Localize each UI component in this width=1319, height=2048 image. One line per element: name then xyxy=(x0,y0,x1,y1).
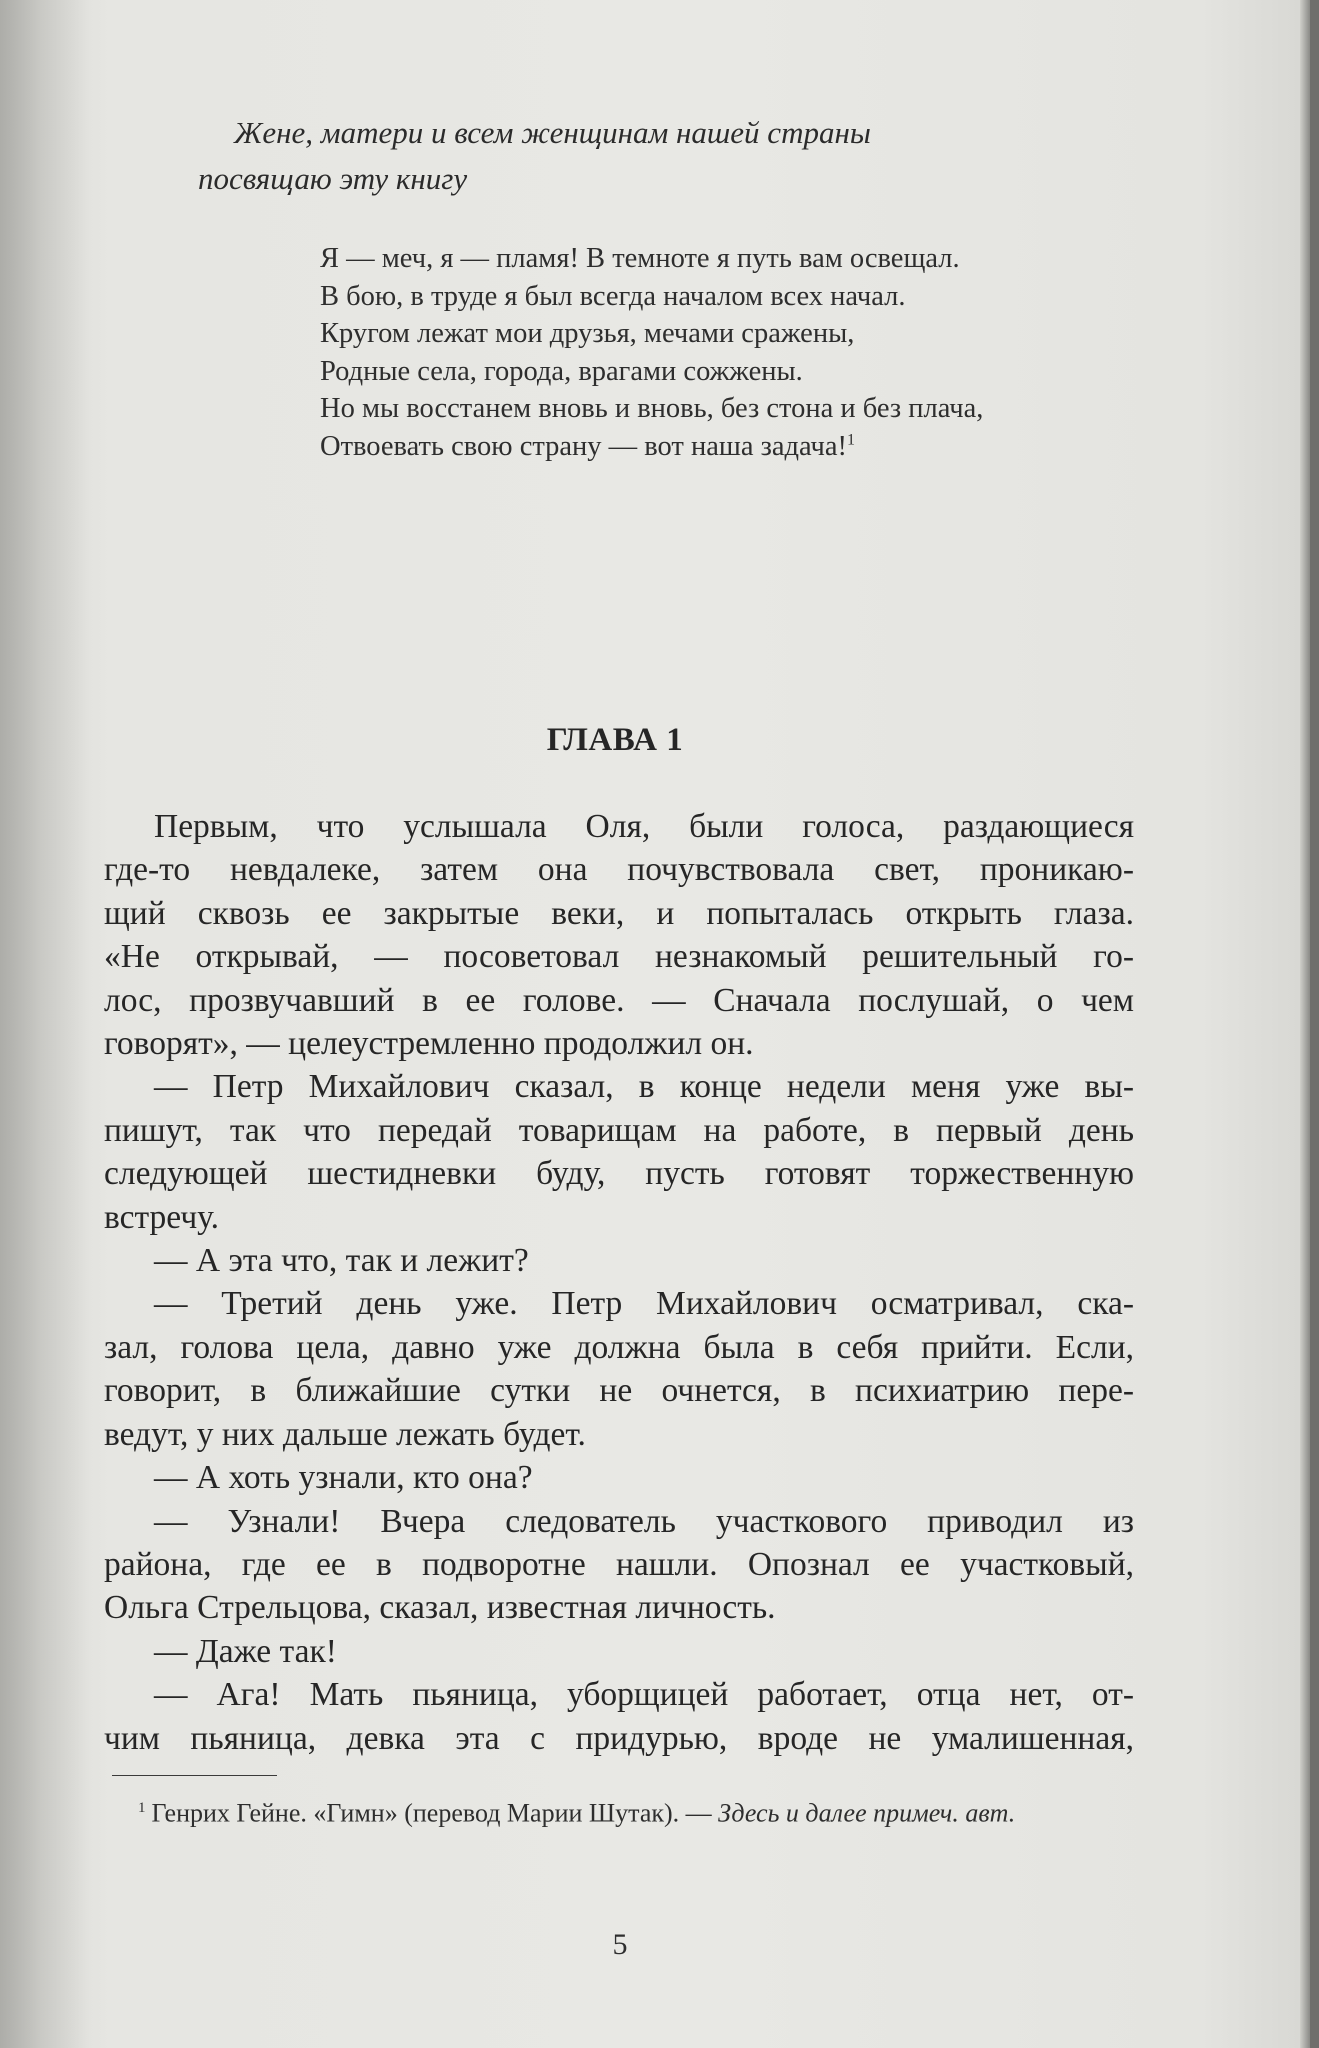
body-line: «Не открывай, — посоветовал незнакомый решительный го- xyxy=(104,938,1134,976)
body-line: лос, прозвучавший в ее голове. — Сначала послушай, о чем xyxy=(104,981,1134,1019)
footnote-number: 1 xyxy=(138,1800,146,1816)
poem-line: В бою, в труде я был всегда началом всех начал. xyxy=(320,280,906,312)
body-line: — Узнали! Вчера следователь участкового приводил из xyxy=(154,1502,1134,1540)
body-line: Ольга Стрельцова, сказал, известная личность. xyxy=(104,1589,776,1627)
body-line: зал, голова цела, давно уже должна была в себя прийти. Если, xyxy=(104,1328,1134,1366)
body-line: — Даже так! xyxy=(154,1632,337,1670)
body-line: чим пьяница, девка эта с придурью, вроде не умалишенная, xyxy=(104,1719,1134,1757)
footnote-text: Генрих Гейне. «Гимн» (перевод Марии Шутак). — xyxy=(151,1798,719,1828)
poem-line-text: Отвоевать свою страну — вот наша задача! xyxy=(320,430,848,462)
footnote xyxy=(104,1790,1144,1832)
chapter-title: ГЛАВА 1 xyxy=(546,722,684,758)
chapter-body xyxy=(104,805,1134,1760)
dedication-line: Жене, матери и всем женщинам нашей страны xyxy=(234,115,871,150)
poem-line-last xyxy=(320,428,1140,466)
epigraph-poem xyxy=(320,240,1140,465)
body-line: ведут, у них дальше лежать будет. xyxy=(104,1415,586,1453)
page-number: 5 xyxy=(612,1928,628,1961)
body-line: — Петр Михайлович сказал, в конце недели меня уже вы- xyxy=(154,1068,1134,1106)
poem-line: Кругом лежат мои друзья, мечами сражены, xyxy=(320,318,855,349)
body-line: следующей шестидневки буду, пусть готовят торжественную xyxy=(104,1155,1134,1193)
footnote-note: Здесь и далее примеч. авт. xyxy=(718,1798,1016,1828)
dedication xyxy=(198,110,1138,202)
body-line: — А хоть узнали, кто она? xyxy=(154,1459,533,1497)
body-line: — Третий день уже. Петр Михайлович осматривал, ска- xyxy=(154,1285,1134,1323)
body-line: пишут, так что передай товарищам на работе, в первый день xyxy=(104,1111,1134,1149)
gutter-shadow xyxy=(0,0,90,2048)
body-line: Первым, что услышала Оля, были голоса, раздающиеся xyxy=(154,808,1134,845)
body-line: говорят», — целеустремленно продолжил он. xyxy=(104,1025,754,1063)
body-line: говорит, в ближайшие сутки не очнется, в психиатрию пере- xyxy=(104,1372,1134,1410)
page-edge xyxy=(1300,0,1310,2048)
footnote-reference: 1 xyxy=(847,431,856,448)
poem-line: Я — меч, я — пламя! В темноте я путь вам освещал. xyxy=(320,243,960,274)
body-line: щий сквозь ее закрытые веки, и попыталась открыть глаза. xyxy=(104,894,1134,932)
body-line: встречу. xyxy=(104,1198,219,1236)
body-line: где-то невдалеке, затем она почувствовала свет, проникаю- xyxy=(104,851,1134,889)
body-line: района, где ее в подворотне нашли. Опознал ее участковый, xyxy=(104,1545,1134,1583)
dedication-line: посвящаю эту книгу xyxy=(198,161,468,196)
footnote-divider xyxy=(112,1775,277,1776)
poem-line: Родные села, города, врагами сожжены. xyxy=(320,355,803,387)
poem-line: Но мы восстанем вновь и вновь, без стона и без плача, xyxy=(320,393,984,424)
body-line: — А эта что, так и лежит? xyxy=(154,1242,529,1280)
body-line: — Ага! Мать пьяница, уборщицей работает, отца нет, от- xyxy=(154,1676,1134,1714)
